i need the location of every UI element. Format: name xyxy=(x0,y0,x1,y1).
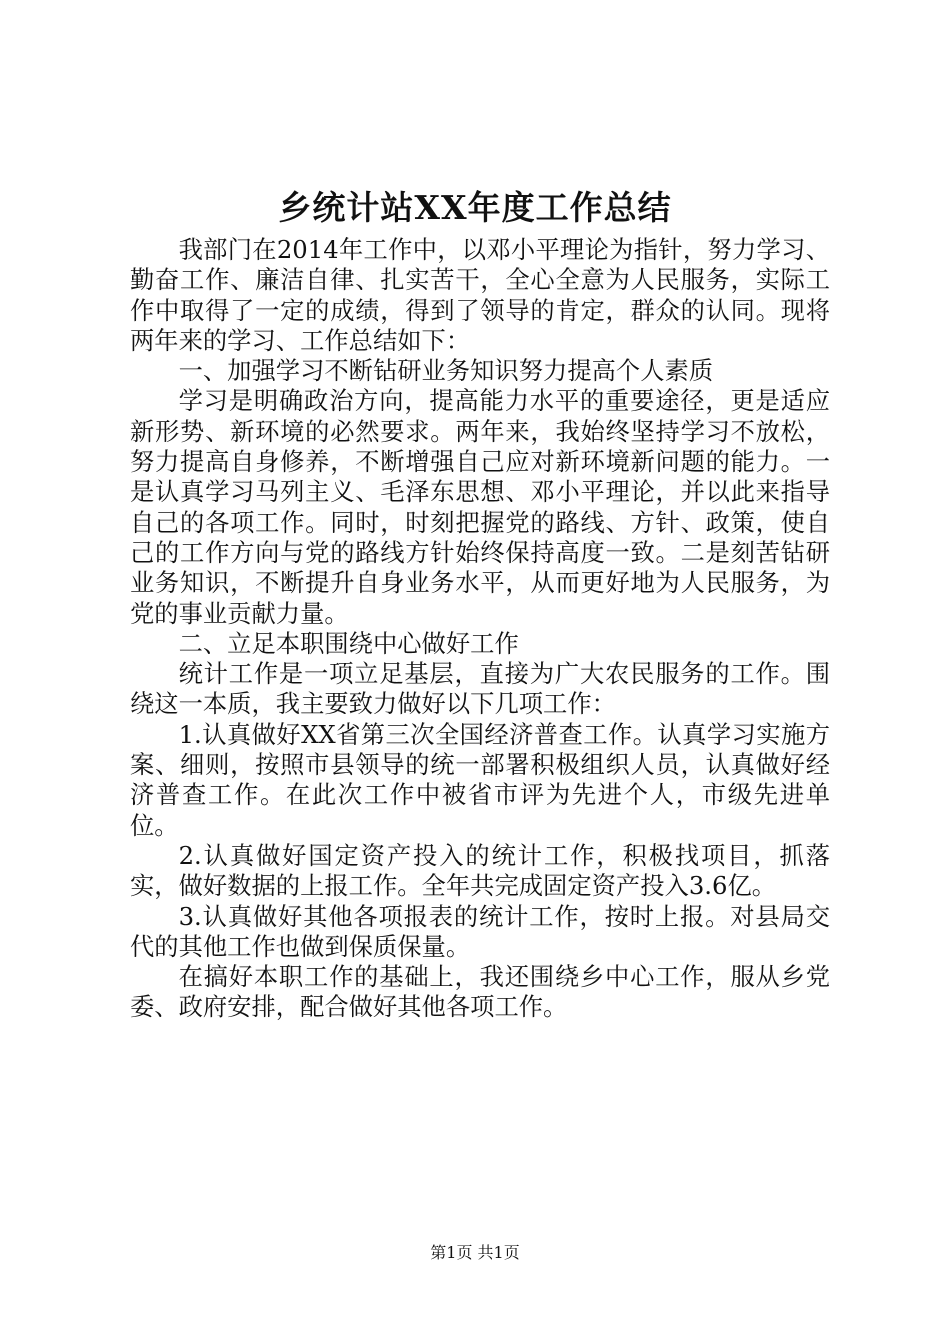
section-heading-1: 一、加强学习不断钻研业务知识努力提高个人素质 xyxy=(178,356,714,386)
paragraph-study: 学习是明确政治方向，提高能力水平的重要途径，更是适应新形势、新环境的必然要求。两年来，我始终坚持学习不放松，努力提高自身修养，不断增强自己应对新环境新问题的能力。一是认真学习马列主义、毛泽东思想、邓小平理论，并以此来指导自己的各项工作。同时，时刻把握党的路线、方针、政策，使自己的工作方向与党的路线方针始终保持高度一致。二是刻苦钻研业务知识，不断提升自身业务水平，从而更好地为人民服务，为党的事业贡献力量。 xyxy=(130,386,830,628)
paragraph-closing: 在搞好本职工作的基础上，我还围绕乡中心工作，服从乡党委、政府安排，配合做好其他各项工作。 xyxy=(130,962,830,1022)
document-title: 乡统计站XX年度工作总结 xyxy=(278,188,672,227)
paragraph-statistics-work: 统计工作是一项立足基层，直接为广大农民服务的工作。围绕这一本质，我主要致力做好以下几项工作： xyxy=(130,659,830,719)
list-item-1: 1.认真做好XX省第三次全国经济普查工作。认真学习实施方案、细则，按照市县领导的统一部署积极组织人员，认真做好经济普查工作。在此次工作中被省市评为先进个人，市级先进单位。 xyxy=(130,719,830,840)
list-item-3: 3.认真做好其他各项报表的统计工作，按时上报。对县局交代的其他工作也做到保质保量。 xyxy=(130,901,830,961)
document-body xyxy=(130,235,830,1023)
page-footer: 第1页 共1页 xyxy=(430,1243,520,1262)
section-heading-2: 二、立足本职围绕中心做好工作 xyxy=(178,628,519,658)
paragraph-intro: 我部门在2014年工作中，以邓小平理论为指针，努力学习、勤奋工作、廉洁自律、扎实苦干，全心全意为人民服务，实际工作中取得了一定的成绩，得到了领导的肯定，群众的认同。现将两年来的学习、工作总结如下： xyxy=(130,235,830,355)
list-item-2: 2.认真做好国定资产投入的统计工作，积极找项目，抓落实，做好数据的上报工作。全年共完成固定资产投入3.6亿。 xyxy=(130,840,830,901)
